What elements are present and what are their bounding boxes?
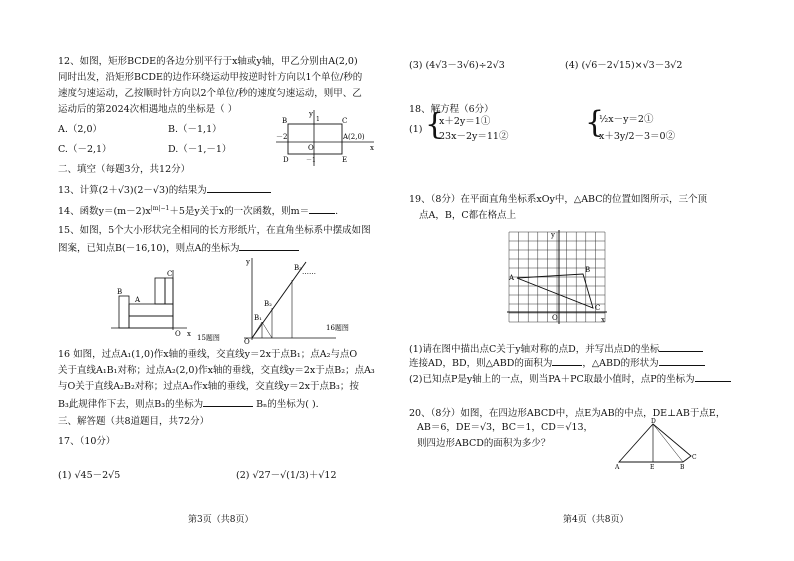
q18-part2-eq2: x＋3y/2－3＝0② [599,131,676,142]
q17-heading: 17、（10分） [58,436,116,447]
q18-part2-eq1: ½x－y＝2① [599,114,654,125]
q12-line3: 速度匀速运动，乙按顺时针方向以2个单位/秒的速度匀速运动，则甲、乙 [58,88,362,99]
right-page [397,0,794,561]
q18-part1-eq2: 23x－2y＝11② [439,131,509,142]
q14-text: 14、函数$y=(m-2)x^{|m|-1}+5$是y关于x的一次函数，则m＝ . [58,205,339,218]
q12-fig-e: E [342,156,348,164]
q18-part1-label: (1) [409,124,423,135]
q17-part4: (4) (√6－2√15)×√3－3√2 [565,60,683,71]
q12-rectangle-figure [270,106,380,170]
q12-fig-c: C [342,117,348,125]
q13-text: 13、计算(2＋√3)(2－√3)的结果为 [58,183,271,197]
q19-grid-o: O [552,314,558,322]
right-page-footer: 第4页（共8页） [563,515,629,525]
q16-fig-caption: 16题图 [326,324,349,332]
q12-fig-one: 1 [316,116,320,123]
q12-option-c: C.（－2,1） [58,144,112,155]
q16-figure [240,254,375,344]
q16-fig-o: O [244,338,250,344]
q16-line1: 16 如图，过点A₁(1,0)作x轴的垂线，交直线y＝2x于点B₁；点A₂与点O [58,349,358,360]
q19-grid-figure [505,228,609,326]
q16-fig-y: y [246,258,250,266]
q20-fig-c: C [692,454,697,461]
q16-line4: B₃此规律作下去，则点B₃的坐标为 Bₙ的坐标为( ). [58,399,319,410]
q15-line2: 图案，已知点B(－16,10)，则点A的坐标为 [58,241,299,255]
q12-fig-neg2: －2 [276,133,288,141]
q12-line1: 12、如图，矩形BCDE的各边分别平行于x轴或y轴，甲乙分别由A(2,0) [58,56,358,67]
q20-fig-e: E [650,464,655,470]
q16-fig-b1: B₁ [254,314,262,322]
q19-sub1-line2: 连接AD，BD，则△ABD的面积为 ，△ABD的形状为 [409,356,705,370]
q18-heading: 18、解方程（6分） [409,104,494,115]
left-page-footer: 第3页（共8页） [188,515,254,525]
q15-fig-a: A [135,296,141,304]
q12-line4: 运动后的第2024次相遇地点的坐标是（ ） [58,104,238,115]
q16-line2: 关于直线A₁B₁对称；过点A₂(2,0)作x轴的垂线，交直线y＝2x于点B₂；点A₃ [58,365,375,376]
q19-line2: 点A，B，C都在格点上 [419,210,517,221]
q12-line2: 同时出发，沿矩形BCDE的边作环绕运动甲按逆时针方向以1个单位/秒的 [58,72,363,83]
section-3-heading: 三、解答题（共8道题目，共72分） [58,416,210,427]
q12-fig-b: B [282,117,288,125]
q12-fig-a: A(2,0) [343,133,365,141]
q18-part1-eq1: x＋2y＝1① [439,116,491,127]
q12-option-a: A.（2,0） [58,124,102,135]
q15-fig-o: O [175,330,181,338]
q19-grid-a: A [509,274,515,282]
q16-fig-b3: B₃ [294,264,302,272]
q19-grid-x: x [601,316,605,324]
q12-fig-neg1: －1 [306,157,316,164]
q17-part3: (3) (4√3－3√6)÷2√3 [409,60,505,71]
q16-fig-b2: B₂ [264,300,272,308]
q15-fig-b: B [117,288,123,296]
q12-fig-d: D [283,156,289,164]
q12-fig-y: y [309,110,313,118]
q20-fig-d: D [651,418,656,425]
q12-fig-o: O [308,144,314,152]
q18-part1-brace: { [425,107,445,142]
q19-grid-c: C [595,304,601,312]
q12-option-b: B.（－1,1） [168,124,222,135]
q20-fig-a: A [615,464,620,470]
q18-part2-brace: { [585,105,605,140]
q20-line2: AB＝6，DE＝√3，BC＝1，CD＝√13， [417,422,594,433]
q16-line3: 与O关于直线A₂B₂对称；过点A₃作x轴的垂线，交直线y＝2x于点B₃；按 [58,381,359,392]
q17-part2: (2) √27－√(1/3)＋√12 [236,470,337,481]
q20-quadrilateral-figure [615,418,697,470]
q20-fig-b: B [680,464,685,470]
q19-grid-b: B [585,266,591,274]
q19-line1: 19、（8分）在平面直角坐标系xOy中，△ABC的位置如图所示，三个顶 [409,194,707,205]
q19-sub2: (2)已知点P是y轴上的一点，则当PA＋PC取最小值时，点P的坐标为 [409,372,731,386]
q12-option-d: D.（－1,－1） [168,144,232,155]
q15-fig-c: C [167,270,173,278]
q15-fig-caption: 15题图 [197,334,220,342]
section-2-heading: 二、填空（每题3分，共12分） [58,164,191,175]
q19-sub1-line1: (1)请在图中描出点C关于y轴对称的点D，并写出点D的坐标 [409,342,703,356]
q15-figure [105,268,220,343]
q20-line1: 20、（8分）如图，在四边形ABCD中，点E为AB的中点，DE⊥AB于点E， [409,408,726,419]
q19-grid-y: y [551,231,555,239]
q17-part1: (1) √45－2√5 [58,470,121,481]
q15-line1: 15、如图，5个大小形状完全相同的长方形纸片，在直角坐标系中摆成如图 [58,225,371,236]
svg-text:……: …… [302,268,316,276]
q20-line3: 则四边形ABCD的面积为多少？ [417,438,551,449]
q12-fig-x: x [370,144,374,152]
q15-fig-x: x [187,330,191,338]
